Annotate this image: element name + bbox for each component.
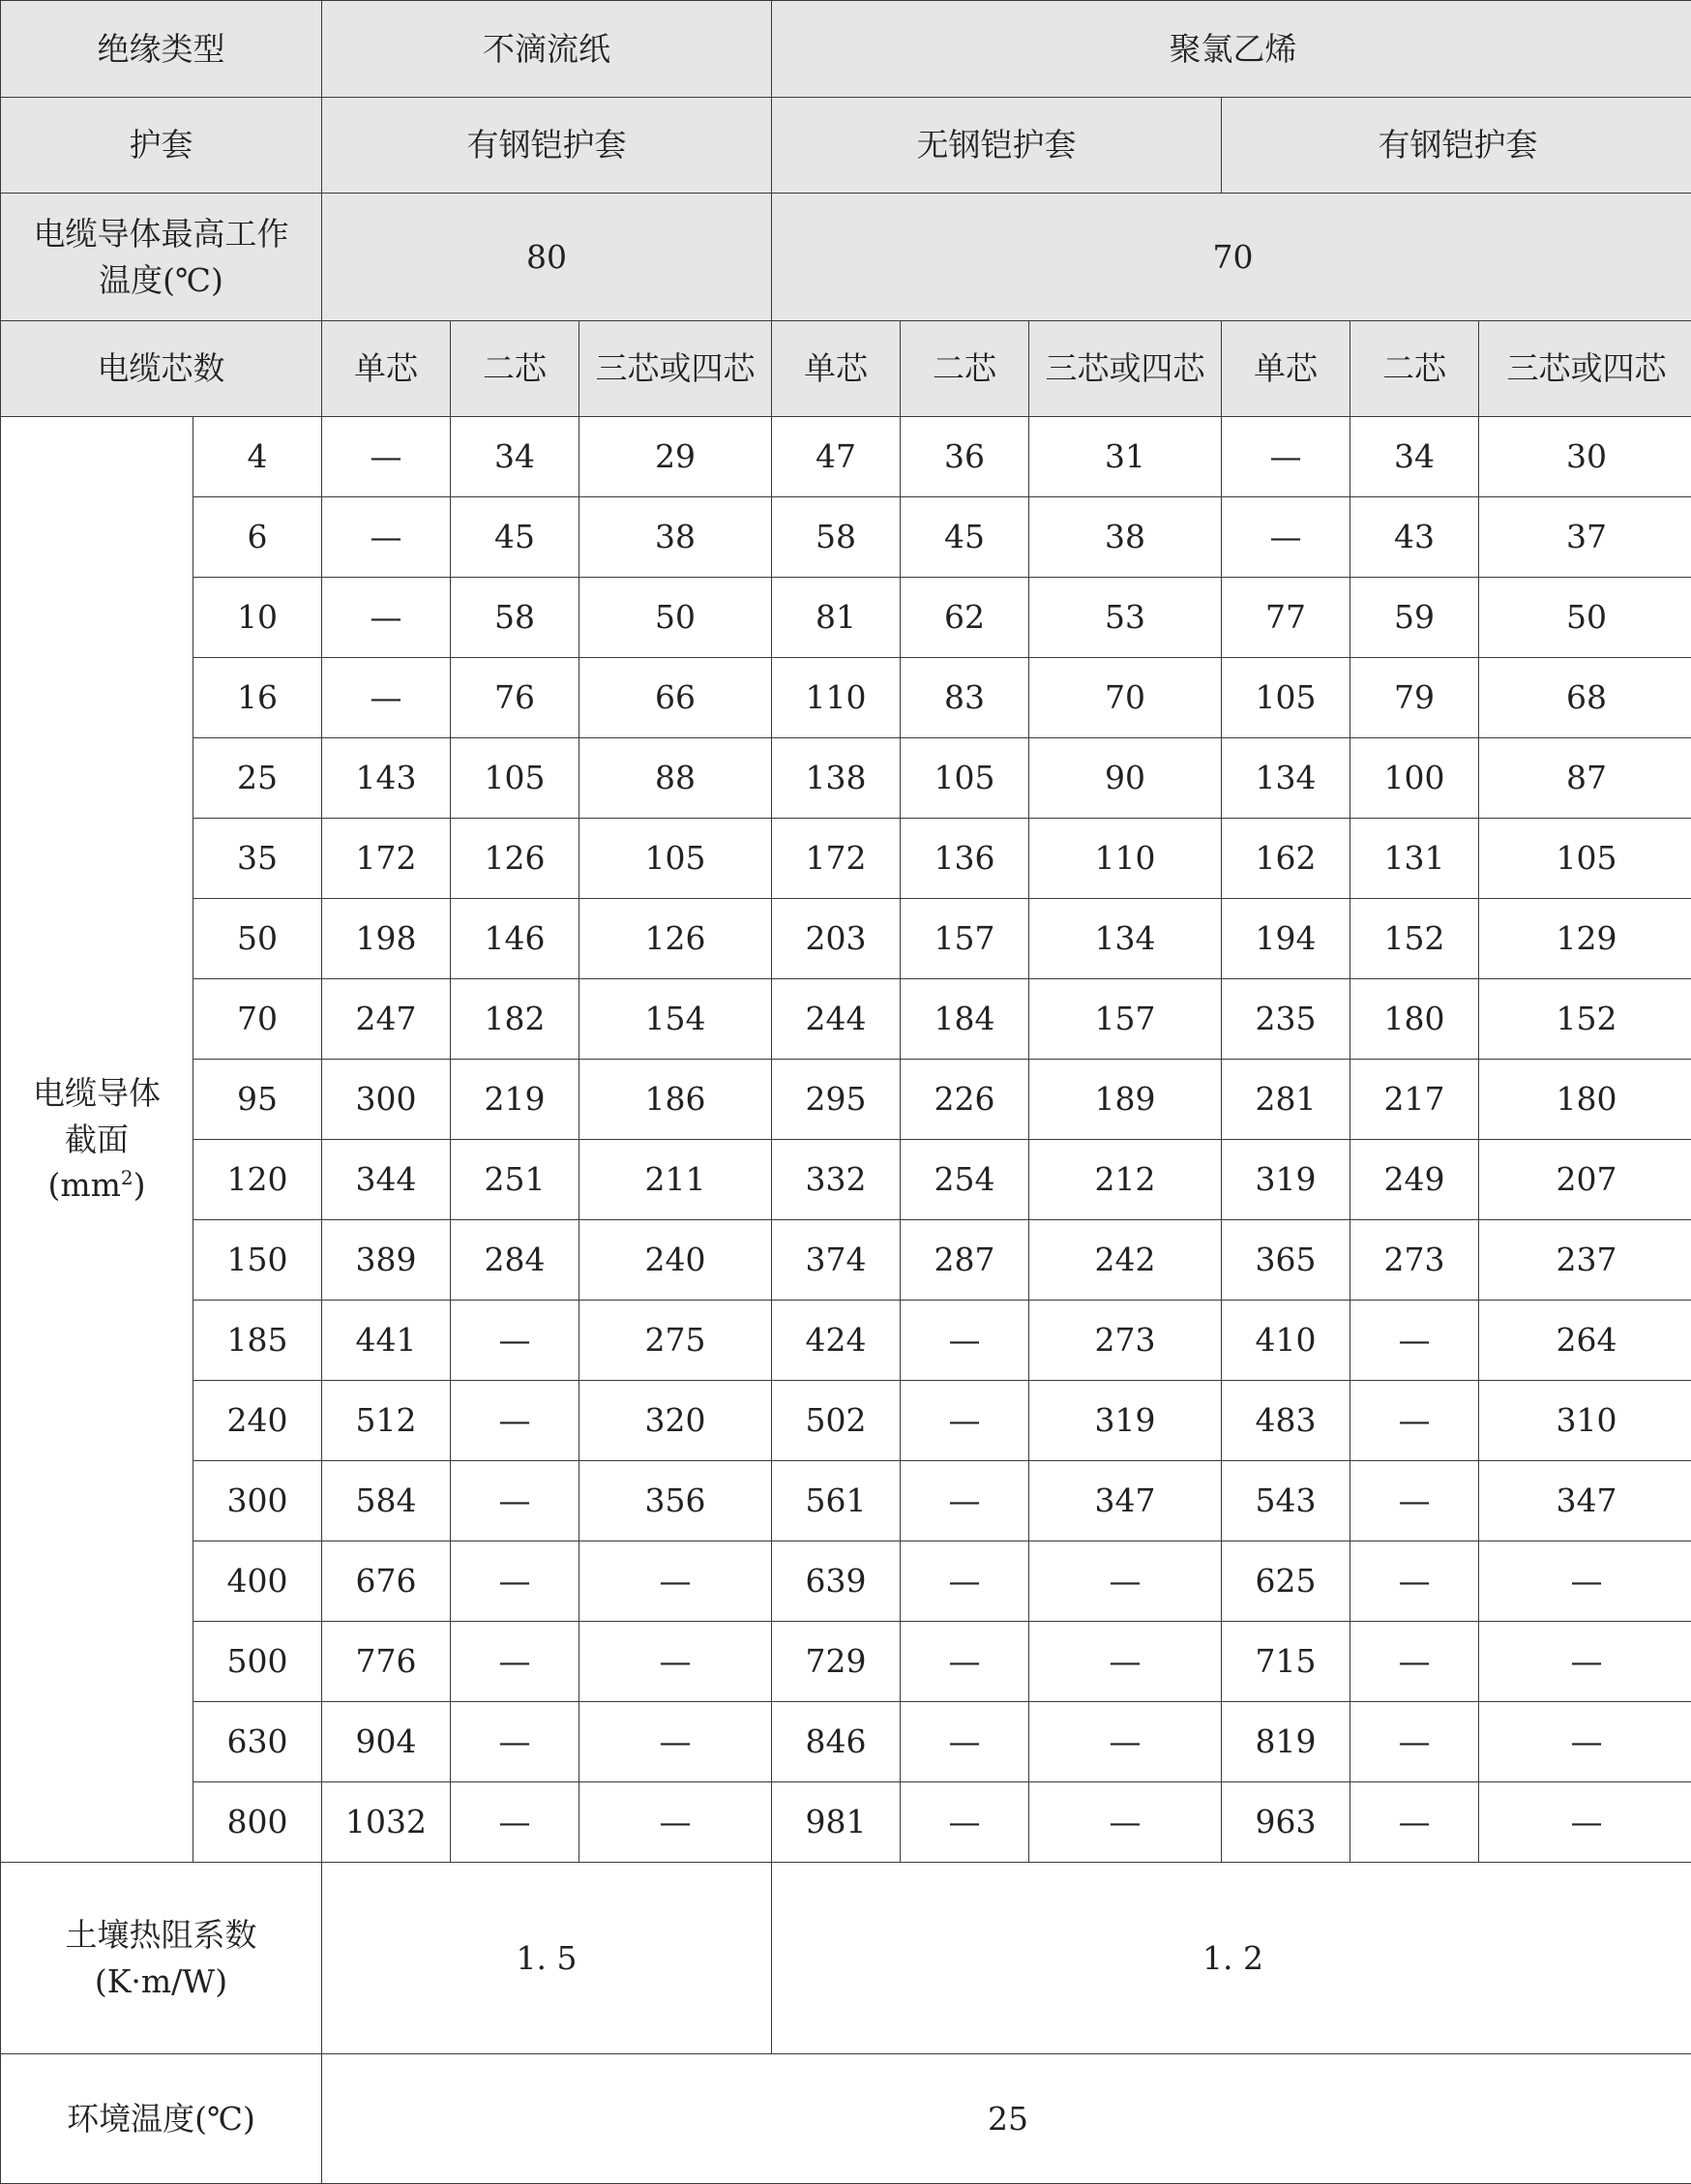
ampacity-cell: 198 [322,899,451,979]
ampacity-cell: 77 [1222,578,1350,658]
ampacity-cell: 184 [901,979,1029,1060]
max-temp-row [1,194,1691,321]
ampacity-cell: 244 [772,979,901,1060]
soil-label [1,1863,322,2054]
ampacity-cell: — [322,497,451,578]
cores-label: 电缆芯数 [1,321,322,417]
ampacity-cell: 105 [1479,819,1691,899]
ampacity-cell: 76 [451,658,579,738]
max-temp-label [1,194,322,321]
table-row [1,1702,1691,1782]
ampacity-cell: 83 [901,658,1029,738]
cores-header-cell: 三芯或四芯 [1029,321,1222,417]
ampacity-cell: 129 [1479,899,1691,979]
section-size-cell: 120 [193,1140,322,1220]
ampacity-cell: 38 [1029,497,1222,578]
ampacity-cell: — [1222,497,1350,578]
section-size-cell: 35 [193,819,322,899]
section-size-cell: 4 [193,417,322,497]
table-row [1,979,1691,1060]
insulation-paper: 不滴流纸 [322,1,772,98]
ampacity-cell: 715 [1222,1622,1350,1702]
table-row [1,1301,1691,1381]
table-row [1,738,1691,819]
section-size-cell: 300 [193,1461,322,1541]
ampacity-cell: 287 [901,1220,1029,1301]
ampacity-cell: 389 [322,1220,451,1301]
max-temp-paper: 80 [322,194,772,321]
ampacity-cell: 45 [901,497,1029,578]
ampacity-cell: 186 [579,1060,772,1140]
ampacity-cell: 38 [579,497,772,578]
ambient-value: 25 [322,2054,1691,2184]
ampacity-cell: 81 [772,578,901,658]
table-row [1,1381,1691,1461]
ampacity-cell: 79 [1350,658,1479,738]
ampacity-cell: 543 [1222,1461,1350,1541]
ampacity-cell: 365 [1222,1220,1350,1301]
section-size-cell: 95 [193,1060,322,1140]
insulation-pvc: 聚氯乙烯 [772,1,1691,98]
ampacity-cell: 90 [1029,738,1222,819]
ampacity-cell: 319 [1222,1140,1350,1220]
ampacity-cell: — [1350,1541,1479,1622]
cores-header-cell: 二芯 [1350,321,1479,417]
section-size-cell: 630 [193,1702,322,1782]
table-row [1,1140,1691,1220]
ampacity-cell: 819 [1222,1702,1350,1782]
ampacity-cell: 136 [901,819,1029,899]
ampacity-cell: 100 [1350,738,1479,819]
ampacity-cell: 110 [1029,819,1222,899]
ampacity-cell: 87 [1479,738,1691,819]
ampacity-cell: — [1350,1301,1479,1381]
table-row [1,1060,1691,1140]
ampacity-cell: 226 [901,1060,1029,1140]
ampacity-cell: 356 [579,1461,772,1541]
section-label [1,417,193,1863]
ampacity-cell: — [579,1702,772,1782]
section-label-line1: 电缆导体 [33,1073,161,1112]
ampacity-cell: 30 [1479,417,1691,497]
ampacity-cell: 281 [1222,1060,1350,1140]
ampacity-cell: 29 [579,417,772,497]
ampacity-cell: 207 [1479,1140,1691,1220]
ampacity-cell: — [451,1461,579,1541]
section-unit-suffix: ) [133,1166,146,1205]
ampacity-cell: 105 [1222,658,1350,738]
section-size-cell: 240 [193,1381,322,1461]
ampacity-cell: 66 [579,658,772,738]
max-temp-pvc: 70 [772,194,1691,321]
ampacity-cell: 320 [579,1381,772,1461]
section-size-cell: 10 [193,578,322,658]
ampacity-cell: 219 [451,1060,579,1140]
ampacity-cell: 1032 [322,1782,451,1863]
table-row [1,1622,1691,1702]
ampacity-cell: 43 [1350,497,1479,578]
ampacity-cell: 88 [579,738,772,819]
ampacity-cell: 143 [322,738,451,819]
table-row [1,899,1691,979]
ampacity-cell: 904 [322,1702,451,1782]
soil-label-line2: (K·m/W) [94,1961,228,2000]
ampacity-cell: 182 [451,979,579,1060]
section-size-cell: 25 [193,738,322,819]
ampacity-cell: 172 [322,819,451,899]
ampacity-cell: 157 [901,899,1029,979]
ambient-row [1,2054,1691,2184]
ampacity-cell: 37 [1479,497,1691,578]
ampacity-cell: 264 [1479,1301,1691,1381]
ampacity-cell: 344 [322,1140,451,1220]
ampacity-cell: 34 [451,417,579,497]
ampacity-cell: 68 [1479,658,1691,738]
ampacity-cell: — [1029,1541,1222,1622]
section-size-cell: 400 [193,1541,322,1622]
ampacity-cell: 110 [772,658,901,738]
ampacity-cell: 441 [322,1301,451,1381]
ampacity-cell: 347 [1479,1461,1691,1541]
ampacity-cell: — [322,578,451,658]
ampacity-cell: 502 [772,1381,901,1461]
ampacity-cell: 134 [1029,899,1222,979]
table-row [1,1220,1691,1301]
table-row [1,497,1691,578]
ampacity-cell: 105 [901,738,1029,819]
ampacity-cell: 483 [1222,1381,1350,1461]
sheath-pvc-armored: 有钢铠护套 [1222,98,1691,194]
ampacity-cell: 126 [579,899,772,979]
ampacity-cell: — [579,1622,772,1702]
ampacity-cell: 235 [1222,979,1350,1060]
ampacity-cell: 203 [772,899,901,979]
ampacity-cell: 212 [1029,1140,1222,1220]
ampacity-cell: 247 [322,979,451,1060]
ampacity-cell: — [1029,1782,1222,1863]
ampacity-cell: 70 [1029,658,1222,738]
ampacity-cell: — [1222,417,1350,497]
ampacity-cell: — [1029,1702,1222,1782]
ampacity-cell: 172 [772,819,901,899]
ampacity-cell: 729 [772,1622,901,1702]
ampacity-cell: 846 [772,1702,901,1782]
ampacity-cell: — [1479,1702,1691,1782]
ampacity-cell: — [1029,1622,1222,1702]
ampacity-cell: 284 [451,1220,579,1301]
ampacity-cell: — [901,1622,1029,1702]
section-size-cell: 800 [193,1782,322,1863]
ampacity-cell: 152 [1350,899,1479,979]
section-size-cell: 70 [193,979,322,1060]
section-unit-prefix: (mm [47,1166,121,1205]
section-size-cell: 150 [193,1220,322,1301]
ampacity-cell: 512 [322,1381,451,1461]
cores-header-cell: 单芯 [1222,321,1350,417]
ampacity-cell: — [1350,1782,1479,1863]
table-row [1,819,1691,899]
sheath-paper: 有钢铠护套 [322,98,772,194]
ampacity-cell: — [451,1301,579,1381]
ampacity-cell: 242 [1029,1220,1222,1301]
ampacity-cell: 131 [1350,819,1479,899]
soil-label-line1: 土壤热阻系数 [65,1915,257,1954]
ampacity-cell: 981 [772,1782,901,1863]
table-row [1,578,1691,658]
ampacity-cell: 217 [1350,1060,1479,1140]
ampacity-cell: 319 [1029,1381,1222,1461]
ampacity-cell: 310 [1479,1381,1691,1461]
ampacity-cell: 410 [1222,1301,1350,1381]
ampacity-cell: 237 [1479,1220,1691,1301]
ampacity-cell: — [1350,1381,1479,1461]
sheath-row [1,98,1691,194]
table-row [1,1461,1691,1541]
section-size-cell: 50 [193,899,322,979]
ampacity-cell: — [1350,1702,1479,1782]
cores-header-cell: 单芯 [322,321,451,417]
section-size-cell: 6 [193,497,322,578]
section-size-cell: 185 [193,1301,322,1381]
ampacity-cell: 424 [772,1301,901,1381]
ampacity-cell: 45 [451,497,579,578]
ampacity-cell: 154 [579,979,772,1060]
max-temp-label-line2: 温度(℃) [99,260,223,299]
ampacity-cell: 249 [1350,1140,1479,1220]
soil-row [1,1863,1691,2054]
ampacity-cell: 50 [579,578,772,658]
ampacity-cell: — [901,1381,1029,1461]
max-temp-label-line1: 电缆导体最高工作 [33,214,289,253]
ampacity-cell: — [322,417,451,497]
table-row [1,658,1691,738]
ampacity-cell: 194 [1222,899,1350,979]
ampacity-cell: 240 [579,1220,772,1301]
ampacity-cell: 273 [1350,1220,1479,1301]
soil-pvc-value: 1. 2 [772,1863,1691,2054]
ampacity-cell: 50 [1479,578,1691,658]
ampacity-cell: — [1479,1782,1691,1863]
ampacity-cell: 639 [772,1541,901,1622]
ampacity-cell: — [901,1301,1029,1381]
ampacity-cell: 34 [1350,417,1479,497]
sheath-label: 护套 [1,98,322,194]
ampacity-cell: 561 [772,1461,901,1541]
cores-header-cell: 单芯 [772,321,901,417]
sheath-pvc-unarmored: 无钢铠护套 [772,98,1222,194]
section-unit-superscript: 2 [120,1166,134,1190]
ampacity-cell: 58 [451,578,579,658]
ampacity-cell: — [451,1381,579,1461]
ampacity-cell: 211 [579,1140,772,1220]
ampacity-cell: 254 [901,1140,1029,1220]
ampacity-cell: 275 [579,1301,772,1381]
ampacity-cell: 47 [772,417,901,497]
ampacity-cell: 963 [1222,1782,1350,1863]
table-row [1,417,1691,497]
cores-header-cell: 三芯或四芯 [579,321,772,417]
ampacity-cell: 180 [1350,979,1479,1060]
ampacity-cell: 347 [1029,1461,1222,1541]
ampacity-cell: 152 [1479,979,1691,1060]
ampacity-cell: — [1479,1622,1691,1702]
ampacity-cell: 105 [451,738,579,819]
ampacity-cell: 36 [901,417,1029,497]
ampacity-cell: 59 [1350,578,1479,658]
ampacity-cell: 332 [772,1140,901,1220]
ampacity-cell: 251 [451,1140,579,1220]
cores-header-cell: 二芯 [451,321,579,417]
ampacity-cell: 146 [451,899,579,979]
ampacity-cell: 105 [579,819,772,899]
cores-header-cell: 三芯或四芯 [1479,321,1691,417]
section-label-line2: 截面 [65,1120,129,1158]
ampacity-cell: 625 [1222,1541,1350,1622]
ampacity-cell: 126 [451,819,579,899]
ampacity-cell: 300 [322,1060,451,1140]
ampacity-cell: — [451,1782,579,1863]
ampacity-cell: — [322,658,451,738]
ampacity-cell: 31 [1029,417,1222,497]
ampacity-cell: 776 [322,1622,451,1702]
ampacity-cell: — [1350,1461,1479,1541]
ampacity-cell: 53 [1029,578,1222,658]
ampacity-cell: — [579,1541,772,1622]
ampacity-cell: — [451,1702,579,1782]
ampacity-cell: 273 [1029,1301,1222,1381]
ambient-label: 环境温度(℃) [1,2054,322,2184]
soil-paper-value: 1. 5 [322,1863,772,2054]
ampacity-cell: — [1350,1622,1479,1702]
ampacity-cell: 58 [772,497,901,578]
ampacity-cell: 676 [322,1541,451,1622]
ampacity-cell: 157 [1029,979,1222,1060]
cores-header-cell: 二芯 [901,321,1029,417]
ampacity-cell: — [901,1702,1029,1782]
ampacity-cell: 180 [1479,1060,1691,1140]
section-size-cell: 16 [193,658,322,738]
table-row [1,1541,1691,1622]
insulation-row [1,1,1691,98]
ampacity-cell: 374 [772,1220,901,1301]
ampacity-cell: 62 [901,578,1029,658]
ampacity-cell: 189 [1029,1060,1222,1140]
ampacity-cell: — [451,1541,579,1622]
ampacity-cell: 134 [1222,738,1350,819]
ampacity-cell: — [451,1622,579,1702]
ampacity-cell: — [901,1782,1029,1863]
section-size-cell: 500 [193,1622,322,1702]
ampacity-cell: 162 [1222,819,1350,899]
section-label-line3 [1,1162,193,1209]
ampacity-cell: — [1479,1541,1691,1622]
ampacity-cell: 584 [322,1461,451,1541]
ampacity-cell: — [579,1782,772,1863]
cores-row [1,321,1691,417]
ampacity-cell: 295 [772,1060,901,1140]
table-row [1,1782,1691,1863]
ampacity-cell: 138 [772,738,901,819]
ampacity-cell: — [901,1541,1029,1622]
ampacity-cell: — [901,1461,1029,1541]
insulation-label: 绝缘类型 [1,1,322,98]
